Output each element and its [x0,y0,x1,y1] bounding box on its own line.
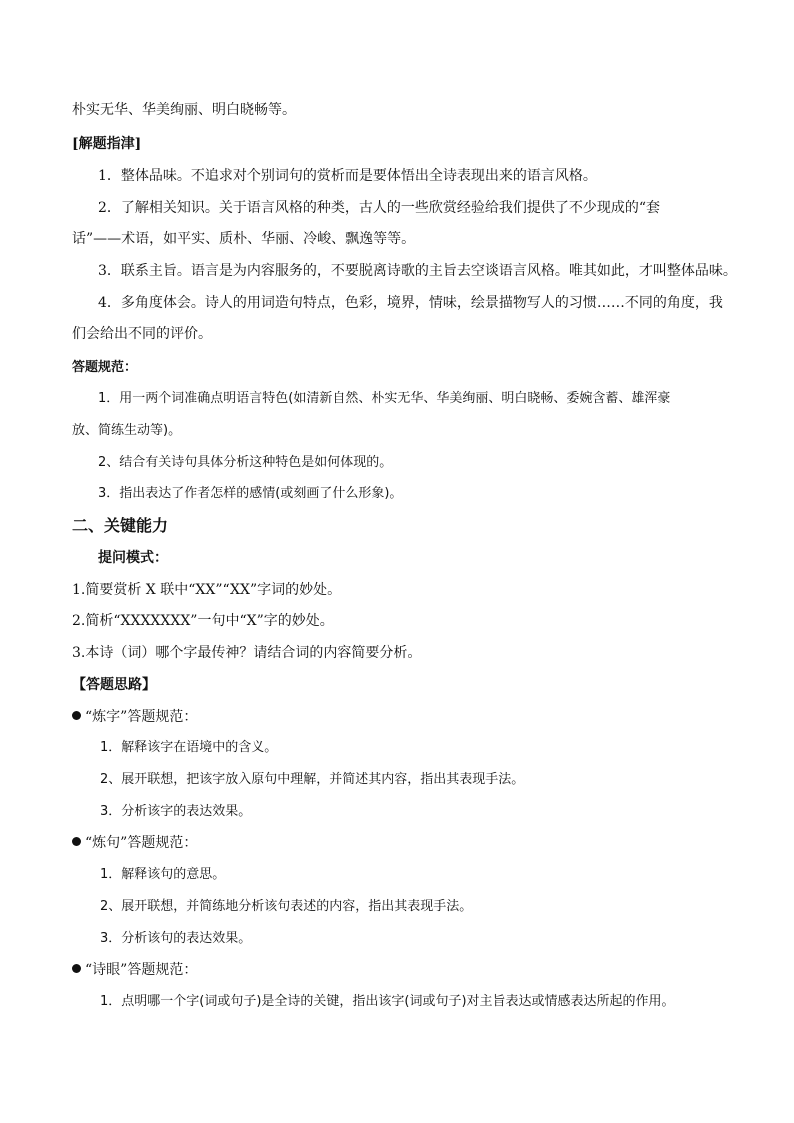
bullet-icon [72,837,81,846]
intro-line: 朴实无华、华美绚丽、明白晓畅等。 [72,102,296,118]
jieti-item-continued: 话”——术语，如平实、质朴、华丽、冷峻、飘逸等等。 [72,231,416,247]
dati-item-continued: 放、简练生动等)。 [72,423,182,438]
group-title-text: “炼字”答题规范： [85,709,198,725]
group-title-text: “诗眼”答题规范： [85,962,198,978]
group-item: 1．点明哪一个字(词或句子)是全诗的关键，指出该字(词或句子)对主旨表达或情感表达所起的作用。 [100,994,675,1009]
jieti-heading: [解题指津] [72,136,142,152]
jieti-item: 3．联系主旨。语言是为内容服务的，不要脱离诗歌的主旨去空谈语言风格。唯其如此，才叫整体品味。 [98,263,737,279]
group-title-shiyan [72,960,734,980]
group-item: 3．分析该字的表达效果。 [100,804,252,819]
group-title-lianju [72,833,734,853]
group-title-lianzi [72,707,734,727]
bullet-icon [72,711,81,720]
group-title-text: “炼句”答题规范： [85,835,198,851]
jieti-item: 1．整体品味。不追求对个别词句的赏析而是要体悟出全诗表现出来的语言风格。 [98,168,597,184]
dati-item: 3．指出表达了作者怎样的感情(或刻画了什么形象)。 [98,486,403,501]
dati-item: 2、结合有关诗句具体分析这种特色是如何体现的。 [98,455,393,470]
bullet-icon [72,964,81,973]
group-item: 2、展开联想，把该字放入原句中理解，并简述其内容，指出其表现手法。 [100,772,525,787]
tiwen-heading: 提问模式： [98,550,168,566]
tiwen-item: 1.简要赏析 X 联中“XX”“XX”字词的妙处。 [72,582,342,598]
section2-title: 二、关键能力 [72,516,169,535]
silu-heading: 【答题思路】 [72,677,156,693]
dati-item: 1．用一两个词准确点明语言特色(如清新自然、朴实无华、华美绚丽、明白晓畅、委婉含蓄、雄浑豪 [98,391,671,406]
jieti-item: 2．了解相关知识。关于语言风格的种类，古人的一些欣赏经验给我们提供了不少现成的“套 [98,200,661,216]
group-item: 1．解释该字在语境中的含义。 [100,740,278,755]
group-item: 2、展开联想，并简练地分析该句表述的内容，指出其表现手法。 [100,899,473,914]
tiwen-item: 2.简析“XXXXXXX”一句中“X”字的妙处。 [72,613,334,629]
tiwen-item: 3.本诗（词）哪个字最传神？请结合词的内容简要分析。 [72,645,422,661]
group-item: 1．解释该句的意思。 [100,867,226,882]
jieti-item: 4．多角度体会。诗人的用词造句特点，色彩，境界，情味，绘景描物写人的习惯……不同的角度，我 [98,295,723,311]
dati-heading: 答题规范： [72,360,138,375]
group-item: 3．分析该句的表达效果。 [100,931,252,946]
jieti-item-continued: 们会给出不同的评价。 [72,326,212,342]
